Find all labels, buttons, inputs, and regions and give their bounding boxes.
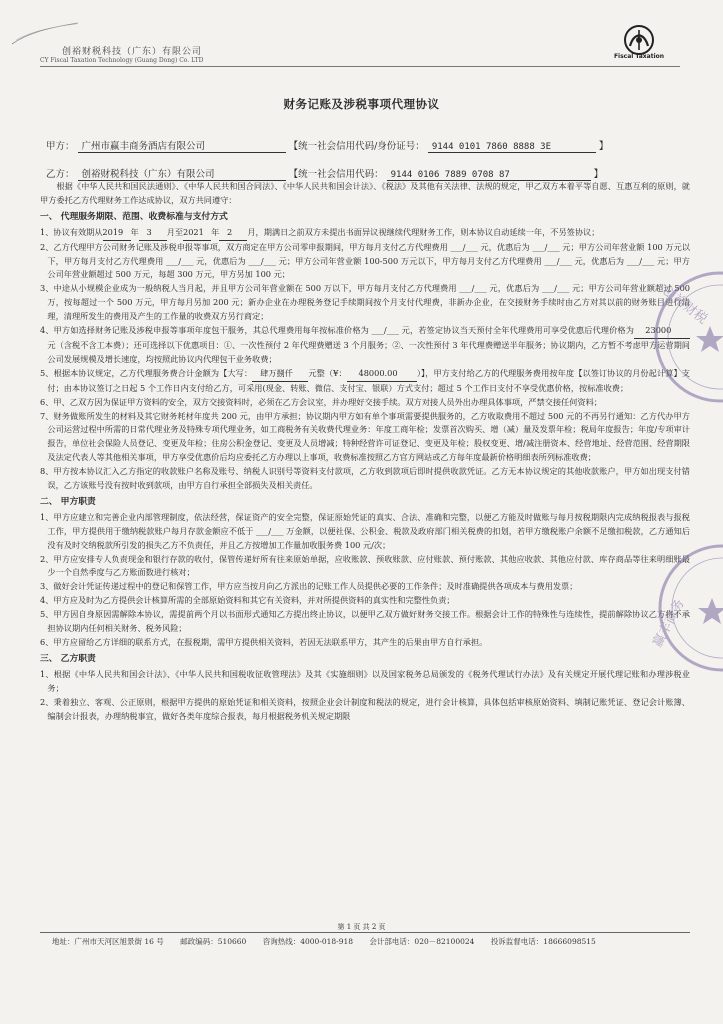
- party-b-id-label: 【统一社会信用代码：: [288, 169, 384, 180]
- annual-fee-amount: 23000: [634, 324, 690, 339]
- footer-hotline: 咨询热线：4000-018-918: [262, 937, 354, 946]
- party-a-name: 广州市赢丰商务酒店有限公司: [78, 138, 286, 153]
- s1-item-6: 6、甲、乙双方因为保证甲方资料的安全，双方交接资料时，必须在乙方会议室，并办理好交接手续。双方对接人员外出办理具体事项，严禁交接任何资料；: [40, 396, 602, 407]
- s2-item-1: 1、甲方应建立和完善企业内部管理制度，依法经营，保证资产的安全完整，保证原始凭证的真实、合法、准确和完整，以便乙方能及时做账与每月按税期限内完成纳税报表与报税工作，甲方提供用于缴纳税款账户每月存款金额应不低于 ___/___ 万金额，以便社保、公积金、税款及政府部门相关税费的扣划，若甲方缴税账户余额不足缴扣税款，乙方通知后没有及时交纳税款所引发的损失乙方不负责任，并且乙方按增加工作量加收服务费 100 元/次；: [40, 511, 690, 550]
- s1-item-5: 5、根据本协议规定，乙方代理服务费合计金额为【大写： 肆万捌仟 元整（¥： 48000.00 ）】，甲方支付给乙方的代理服务费用按年度【以签订协议的月份起计算】支付；由本协议签订之日起 5 个工作日内支付给乙方，可采用(现金、转账、微信、支付宝、银联）方式支付；超过 5 个工作日支付不享受优惠价格，按标准收费；: [40, 367, 690, 393]
- s1-item-1: 1、协议有效期从2019 年 3 月至2021 年 2 月，期满日之前双方未提出书面异议视继续代理财务工作，则本协议自动延续一年，不另签协议；: [40, 226, 690, 241]
- party-b-id-end: 】: [593, 169, 604, 180]
- s1-item-2: 2、乙方代理甲方公司财务记账及涉税申报等事项，双方商定在甲方公司零申报期间，甲方每月支付乙方代理费用 ___/___ 元，优惠后为 ___/___ 元；甲方公司年营业额 100 万元以下，甲方每月支付乙方代理费用 ___/___ 元，优惠后为 ___/___ 元；甲方公司年营业额 100-500 万元以下，甲方每月支付乙方代理费用 ___/___ 元，优惠后为 ___/___ 元；甲方公司年营业额超过 500 万元，每超 300 万元，甲方另加 100 元；: [40, 241, 690, 280]
- contract-body: [40, 180, 690, 723]
- footer-complaint: 投诉监督电话：18666098515: [490, 937, 596, 946]
- s2-item-5: 5、甲方因自身原因需解除本协议，需提前两个月以书面形式通知乙方提出终止协议，以便甲乙双方做好财务交接工作。根据会计工作的特殊性与连续性，提前解除协议乙方将不承担协议期内任何相关财务、税务风险；: [40, 609, 690, 634]
- svg-text:创裕财税: 创裕财税: [659, 283, 710, 328]
- fee-amount-number: 48000.00: [347, 367, 417, 382]
- party-b-id-value: 9144 0106 7889 0708 87: [387, 170, 591, 181]
- header-company-en: CY Fiscal Taxation Technology (Guang Dong) Co. LTD: [40, 57, 204, 64]
- page-number: 第 1 页 共 2 页: [337, 923, 386, 931]
- footer-contact: [52, 936, 692, 947]
- section-1-heading: 一、 代理服务期限、范围、收费标准与支付方式: [40, 211, 228, 222]
- s1-item-8: 8、甲方按本协议汇入乙方指定的收款账户名称及账号、纳税人识别号等资料支付款项，乙方收到款项后即时提供收款凭证。乙方无本协议规定的其他收款账户，甲方如出现支付错误，乙方该账号没有按时收到款项，由甲方自行承担全部损失及相关责任。: [40, 466, 690, 491]
- footer-phone: 会计部电话：020－82100024: [369, 937, 475, 946]
- company-seal-stamp-1: [640, 262, 723, 412]
- s2-item-3: 3、做好会计凭证传递过程中的登记和保管工作，甲方应当按月向乙方派出的记账工作人员提供必要的工作条件；及时准确提供各项成本与费用发票；: [40, 581, 578, 592]
- footer-postcode: 邮政编码：510660: [180, 937, 247, 946]
- party-a-id-label: 【统一社会信用代码/身份证号：: [288, 141, 425, 152]
- end-month: 2: [219, 226, 247, 241]
- section-2-heading: 二、 甲方职责: [40, 496, 96, 507]
- s2-item-6: 6、甲方应留给乙方详细的联系方式，在报税期，需甲方提供相关资料，若因无法联系甲方，其产生的后果由甲方自行承担。: [40, 637, 488, 647]
- end-year: 2021: [183, 226, 211, 241]
- party-a-line: [46, 138, 608, 153]
- company-seal-stamp-2: [650, 538, 723, 678]
- header-company-cn: 创裕财税科技（广东）有限公司: [62, 47, 203, 57]
- document-title: 财务记账及涉税事项代理协议: [283, 97, 440, 111]
- header-divider: [40, 66, 680, 67]
- party-b-label: 乙方：: [46, 169, 75, 180]
- start-month: 3: [139, 226, 167, 241]
- party-a-id-value: 9144 0101 7860 8888 3E: [428, 142, 596, 153]
- s3-item-2: 2、秉着独立、客观、公正原则，根据甲方提供的原始凭证和相关资料，按照企业会计制度和税法的规定，进行会计核算，具体包括审核原始资料、填制记账凭证、登记会计账簿、编制会计报表，办理纳税事宜，做好各类年度综合报表，每月根据税务机关规定期限: [40, 696, 690, 721]
- footer-address: 地址：广州市天河区旭景街 16 号: [52, 937, 164, 946]
- party-a-label: 甲方：: [46, 141, 75, 152]
- section-3-heading: 三、 乙方职责: [40, 653, 96, 664]
- s1-item-7: 7、财务做账所发生的材料及其它财务耗材年度共 200 元，由甲方承担；协议期内甲方如有单个事项需要提供服务的，乙方收取费用不超过 500 元的不再另行通知：乙方代办甲方公司运营过程中所需的日常代理业务及特殊专项代理业务，如工商税务有关收费代理业务：年度工商年检；发票首次购买、增（减）量及发票年检；税局年度报告；年度/专项审计报告，单位社会保险人员登记、变更及年检；住房公积金登记、变更及人员增减；特种经营许可证登记、变更及年检；股权变更、增/减注册资本、经营地址、经营范围、经营期限及法定代表人等其他相关事项，甲方享受优惠价后均应委托乙方办理以上事项，收费标准按照乙方官方网站或乙方每年度最新价格明细表所列标准收费；: [40, 410, 690, 463]
- svg-text:赢丰商务: 赢丰商务: [650, 596, 688, 650]
- s1-item-3: 3、中途从小规模企业成为一般纳税人当月起，并且甲方公司年营业额在 500 万以下，甲方每月支付乙方代理费用 ___/___ 元，优惠后为 ___/___ 元；甲方公司年营业额超过 500 万，按每超过一个 500 万元，甲方每月另加 200 元；新办企业在办理税务登记手续期间按个月支付代理费，非新办企业，在交接财务手续时由乙方对其以前的财务账目进行清理，清理所发生的费用及产生的工作量的收费双方另行商定；: [40, 283, 690, 322]
- party-a-id-end: 】: [598, 141, 609, 152]
- start-year: 2019: [103, 226, 131, 241]
- fee-amount-upper: 肆万捌仟: [252, 367, 308, 382]
- party-b-name: 创裕财税科技（广东）有限公司: [78, 166, 286, 181]
- preamble: 根据《中华人民共和国民法通则》、《中华人民共和国合同法》、《中华人民共和国会计法》、《税法》及其他有关法律、法规的规定，甲乙双方本着平等自愿、互惠互利的原则，就甲方委托乙方代理财务工作达成协议，双方共同遵守：: [40, 181, 690, 205]
- s1-item-4: 4、甲方如选择财务记账及涉税申报等事项年度包干服务，其总代理费用每年按标准价格为 ___/___ 元，若签定协议当天预付全年代理费用可享受优惠后代理价格为 23000元（含税不含工本费）；还可选择以下优惠项目：①、一次性预付 2 年代理费赠送 3 个月服务；②、一次性预付 3 年代理费赠送半年服务；协议期内，乙方暂不考虑甲方运营期间公司发展规模及增长速度，均按照此协议内代理包干业务收费；: [40, 325, 690, 364]
- logo-caption: Fiscal Taxation: [613, 53, 665, 60]
- s3-item-1: 1、根据《中华人民共和国会计法》、《中华人民共和国税收征收管理法》及其《实施细则》以及国家税务总局颁发的《税务代理试行办法》及有关规定开展代理记账和办理涉税业务；: [40, 668, 690, 693]
- s2-item-2: 2、甲方应安排专人负责现金和银行存款的收付，保管传递好所有往来原始单据，应收账款、预收账款、应付账款、预付账款、其他应收款、其他应付款、库存商品等往来明细账最少一个自然季度与乙方账面数进行核对；: [40, 553, 690, 578]
- footer-divider: [40, 932, 690, 933]
- s2-item-4: 4、甲方应及时为乙方提供会计核算所需的全部原始资料和其它有关资料，并对所提供资料的真实性和完整性负责；: [40, 595, 455, 606]
- party-b-line: [46, 166, 603, 181]
